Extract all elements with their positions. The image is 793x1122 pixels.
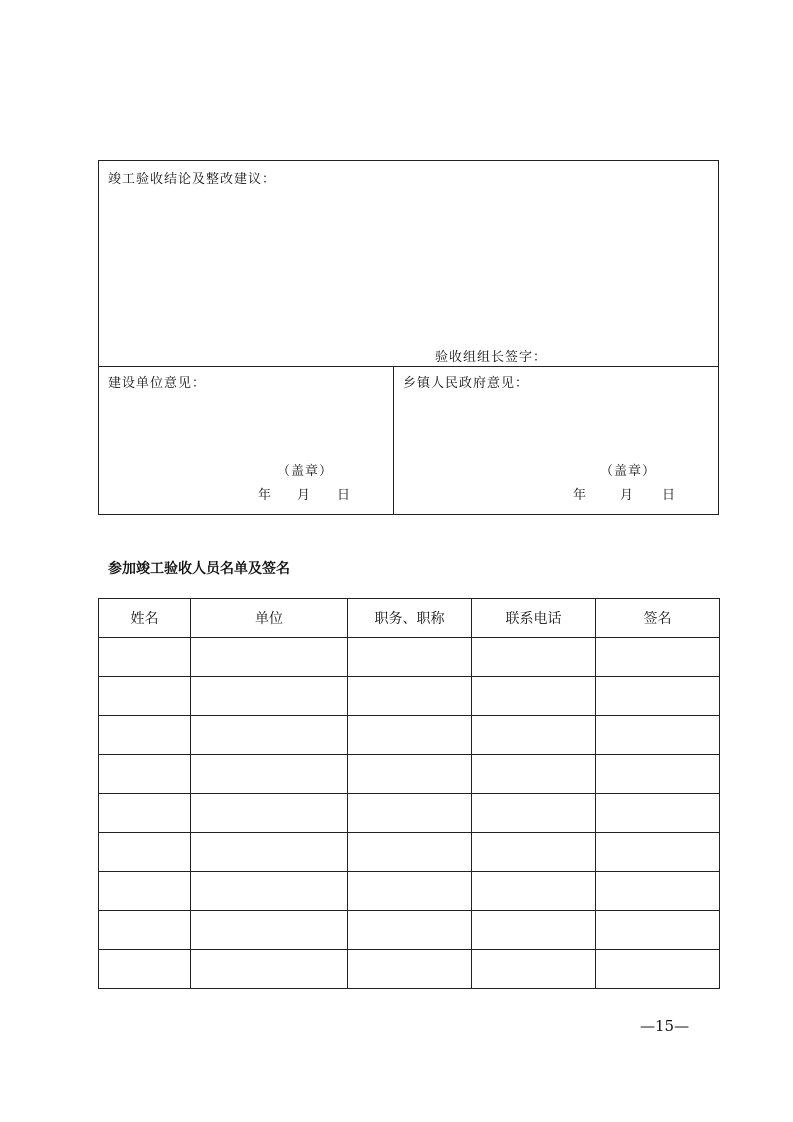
header-unit: 单位 — [191, 599, 348, 638]
builder-date-day: 日 — [337, 488, 351, 503]
township-date-month: 月 — [620, 488, 634, 503]
conclusion-label: 竣工验收结论及整改建议： — [108, 172, 277, 187]
builder-date-year: 年 — [258, 488, 272, 503]
header-position-title: 职务、职称 — [348, 599, 472, 638]
cell-position-title[interactable] — [348, 638, 472, 677]
cell-unit[interactable] — [191, 638, 348, 677]
cell-unit[interactable] — [191, 872, 348, 911]
cell-phone[interactable] — [472, 638, 596, 677]
builder-date-month: 月 — [297, 488, 311, 503]
cell-name[interactable] — [99, 833, 191, 872]
cell-signature[interactable] — [596, 833, 720, 872]
cell-signature[interactable] — [596, 716, 720, 755]
cell-phone[interactable] — [472, 872, 596, 911]
table-row — [99, 716, 720, 755]
builder-opinion-label: 建设单位意见： — [108, 376, 207, 391]
cell-signature[interactable] — [596, 755, 720, 794]
cell-position-title[interactable] — [348, 794, 472, 833]
cell-phone[interactable] — [472, 833, 596, 872]
conclusion-box — [98, 160, 719, 367]
township-opinion-label: 乡镇人民政府意见： — [403, 376, 530, 391]
township-date-year: 年 — [573, 488, 587, 503]
cell-signature[interactable] — [596, 794, 720, 833]
cell-name[interactable] — [99, 911, 191, 950]
header-signature: 签名 — [596, 599, 720, 638]
cell-name[interactable] — [99, 638, 191, 677]
cell-signature[interactable] — [596, 677, 720, 716]
cell-name[interactable] — [99, 794, 191, 833]
table-row — [99, 755, 720, 794]
cell-name[interactable] — [99, 950, 191, 989]
cell-position-title[interactable] — [348, 950, 472, 989]
cell-unit[interactable] — [191, 677, 348, 716]
page-number: —15— — [640, 1017, 690, 1035]
cell-unit[interactable] — [191, 716, 348, 755]
cell-position-title[interactable] — [348, 716, 472, 755]
table-row — [99, 638, 720, 677]
cell-name[interactable] — [99, 716, 191, 755]
cell-position-title[interactable] — [348, 872, 472, 911]
cell-phone[interactable] — [472, 677, 596, 716]
cell-position-title[interactable] — [348, 755, 472, 794]
cell-name[interactable] — [99, 755, 191, 794]
cell-position-title[interactable] — [348, 677, 472, 716]
table-row — [99, 950, 720, 989]
cell-signature[interactable] — [596, 950, 720, 989]
table-row — [99, 872, 720, 911]
cell-signature[interactable] — [596, 911, 720, 950]
table-row — [99, 911, 720, 950]
header-name: 姓名 — [99, 599, 191, 638]
participants-table — [98, 598, 720, 989]
cell-signature[interactable] — [596, 638, 720, 677]
cell-unit[interactable] — [191, 833, 348, 872]
cell-unit[interactable] — [191, 950, 348, 989]
participants-header-row — [99, 599, 720, 638]
cell-signature[interactable] — [596, 872, 720, 911]
cell-name[interactable] — [99, 872, 191, 911]
cell-phone[interactable] — [472, 950, 596, 989]
cell-unit[interactable] — [191, 755, 348, 794]
table-row — [99, 794, 720, 833]
township-seal-text: （盖章） — [600, 464, 657, 479]
cell-phone[interactable] — [472, 755, 596, 794]
cell-unit[interactable] — [191, 911, 348, 950]
builder-seal-text: （盖章） — [277, 464, 334, 479]
participants-section-title: 参加竣工验收人员名单及签名 — [108, 561, 290, 577]
header-phone: 联系电话 — [472, 599, 596, 638]
cell-name[interactable] — [99, 677, 191, 716]
cell-position-title[interactable] — [348, 911, 472, 950]
cell-position-title[interactable] — [348, 833, 472, 872]
cell-phone[interactable] — [472, 716, 596, 755]
cell-unit[interactable] — [191, 794, 348, 833]
cell-phone[interactable] — [472, 911, 596, 950]
team-leader-signature-label: 验收组组长签字： — [435, 350, 548, 365]
table-row — [99, 677, 720, 716]
table-row — [99, 833, 720, 872]
participants-body — [99, 638, 720, 989]
township-date-day: 日 — [662, 488, 676, 503]
cell-phone[interactable] — [472, 794, 596, 833]
